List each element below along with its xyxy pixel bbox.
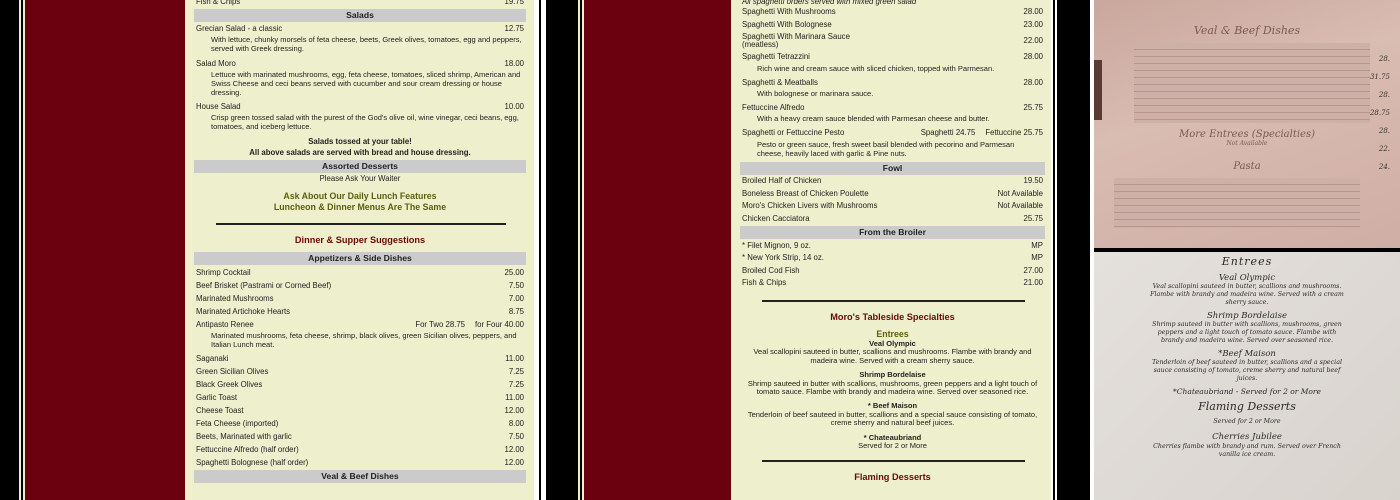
photo-item-title: *Beef Maison: [1218, 349, 1276, 359]
specialty-title: Shrimp Bordelaise: [859, 370, 926, 380]
item-name: Spaghetti Tetrazzini: [742, 52, 810, 62]
menu-item-row: [740, 213, 1045, 226]
item-price: 22.00: [1023, 35, 1043, 45]
divider: [216, 223, 506, 225]
frame-line: [19, 0, 21, 500]
item-price-option: For Two 28.75: [415, 319, 466, 329]
menu-item-row: [194, 318, 526, 331]
photo-item-title: Veal Olympic: [1218, 273, 1276, 283]
photo-item-text: Shrimp sauteed in butter with scallions, mushrooms, green peppers and a light touch of tomato sauce. Flambe with brandy and madeira wine. Served over seasoned rice.: [1152, 321, 1342, 344]
handwritten-price: 24.: [1378, 163, 1390, 171]
item-description: With bolognese or marinara sauce.: [757, 89, 874, 99]
menu-item-row: [194, 417, 526, 430]
item-description: Pesto or green sauce, fresh sweet basil blended with pecorino and Parmesan cheese, heavily laced with garlic & Pine nuts.: [757, 139, 1015, 158]
item-name: Fish & Chips: [742, 278, 787, 288]
item-name: Cheese Toast: [196, 406, 244, 416]
photo-item-title: Shrimp Bordelaise: [1206, 311, 1288, 321]
item-name: Fettuccine Alfredo (half order): [196, 445, 299, 455]
section-note: Please Ask Your Waiter: [319, 174, 401, 184]
item-price: 19.50: [1023, 176, 1043, 186]
item-name: Chicken Cacciatora: [742, 213, 810, 223]
item-name: Antipasto Renee: [196, 319, 254, 329]
item-price: 7.25: [508, 367, 524, 377]
photo-item-text: Veal scallopini sauteed in butter, scallions and mushrooms. Flambe with brandy and madeira wine. Served with a cream sherry sauce.: [1150, 283, 1344, 306]
photo-entree: [1094, 349, 1400, 383]
menu-item-row: [194, 365, 526, 378]
left-menu-page: [185, 0, 532, 500]
item-price: 27.00: [1023, 265, 1043, 275]
photo-blurred-lines: [1114, 178, 1360, 228]
item-description: Crisp green tossed salad with the purest of the God's olive oil, wine vinegar, ceci beans, egg, tomatoes, and iceberg lettuce.: [211, 113, 519, 132]
photo-chateaubriand: *Chateaubriand - Served for 2 or More: [1173, 387, 1321, 396]
frame-line: [578, 0, 580, 500]
item-name: Black Greek Olives: [196, 380, 263, 390]
menu-item-row: [740, 188, 1045, 201]
item-price: 11.00: [505, 393, 524, 403]
section-header: Appetizers & Side Dishes: [194, 252, 526, 265]
item-description: Rich wine and cream sauce with sliced chicken, topped with Parmesan.: [757, 63, 995, 73]
item-description: With a heavy cream sauce blended with Parmesan cheese and butter.: [757, 114, 990, 124]
menu-item-row: [740, 19, 1045, 32]
photo-heading: More Entrees (Specialties): [1178, 129, 1316, 140]
section-note: All above salads are served with bread and house dressing.: [249, 148, 471, 158]
menu-item-row: [194, 456, 526, 469]
specialty-title: * Chateaubriand: [863, 432, 922, 442]
section-header: Salads: [194, 9, 526, 22]
item-description: With lettuce, chunky morsels of feta cheese, beets, Greek olives, tomatoes, egg and peppers, served with Greek dressing.: [211, 35, 522, 53]
item-name-wrap: [742, 31, 850, 51]
specialty-description: Tenderloin of beef sauteed in butter, scallions and a special sauce consisting of tomato, creme sherry and natural beef juices.: [747, 409, 1038, 428]
frame-line: [1055, 0, 1057, 500]
item-name: Saganaki: [196, 354, 229, 364]
frame-line: [541, 0, 546, 500]
item-price: 28.00: [1023, 77, 1043, 87]
item-price: 12.00: [504, 406, 524, 416]
item-name: Green Sicilian Olives: [196, 367, 269, 377]
frame-line: [1051, 0, 1053, 500]
handwritten-price: 22.: [1378, 145, 1390, 153]
photo-shadow: [1094, 60, 1102, 120]
menu-item-row: [194, 100, 526, 113]
specialty-description: Shrimp sauteed in butter with scallions, mushrooms, green peppers and a light touch of tomato sauce. Flambe with brandy and madeira wine. Served over seasoned rice.: [747, 378, 1038, 396]
item-price: 10.00: [504, 102, 524, 112]
handwritten-price: 28.: [1378, 55, 1390, 63]
photo-entree: [1094, 273, 1400, 307]
item-price: 28.00: [1023, 7, 1043, 16]
item-price: Not Available: [997, 188, 1043, 198]
item-description: Marinated mushrooms, feta cheese, shrimp, black olives, green Sicilian olives, peppers, and Italian Lunch meat.: [211, 330, 517, 349]
menu-item-row: [740, 102, 1045, 115]
item-name: Marinated Mushrooms: [196, 293, 274, 303]
menu-item-row: [194, 266, 526, 279]
menu-item-row: [194, 443, 526, 456]
section-note: Salads tossed at your table!: [308, 136, 412, 146]
section-title: Dinner & Supper Suggestions: [294, 235, 426, 246]
item-price: MP: [1031, 253, 1043, 263]
specialty-item: [740, 371, 1045, 396]
section-header: From the Broiler: [740, 226, 1045, 239]
menu-item-row: [194, 0, 526, 8]
specialty-description: Served for 2 or More: [858, 440, 927, 450]
item-price: 12.75: [504, 24, 524, 33]
item-price: 7.25: [508, 380, 524, 390]
menu-item-row: [194, 352, 526, 365]
menu-item-row: [194, 57, 526, 70]
item-name: Spaghetti or Fettuccine Pesto: [742, 127, 845, 137]
item-price: for Four 40.00: [475, 319, 524, 329]
menu-item-row: [740, 127, 1045, 140]
item-name: Spaghetti With Marinara Sauce: [742, 31, 850, 41]
photo-heading: Pasta: [1233, 161, 1261, 172]
feature-note: Entrees: [876, 328, 909, 339]
menu-item-row: [740, 240, 1045, 253]
specialty-title: Veal Olympic: [869, 338, 916, 348]
item-price: 21.00: [1023, 278, 1043, 288]
item-name: Salad Moro: [196, 58, 236, 68]
item-price: 11.00: [505, 354, 524, 364]
item-name: Boneless Breast of Chicken Poulette: [742, 188, 869, 198]
item-price: Fettuccine 25.75: [985, 127, 1043, 137]
menu-photo-top[interactable]: [1094, 0, 1400, 248]
item-price: 12.00: [504, 458, 524, 468]
item-price-option: Spaghetti 24.75: [920, 127, 976, 137]
item-name: Moro's Chicken Livers with Mushrooms: [742, 201, 878, 211]
section-title: Flaming Desserts: [854, 472, 931, 483]
menu-item-row: [740, 31, 1045, 51]
menu-item-row: [740, 200, 1045, 213]
menu-item-row: [740, 6, 1045, 19]
handwritten-price: 28.: [1378, 127, 1390, 135]
photo-item-text: Cherries flambe with brandy and rum. Served over French vanilla ice cream.: [1153, 443, 1341, 458]
handwritten-price: 28.: [1378, 91, 1390, 99]
item-name: Shrimp Cocktail: [196, 267, 251, 277]
item-price: 7.50: [508, 432, 524, 442]
section-note: All spaghetti orders served with mixed green salad: [742, 0, 917, 6]
handwritten-prices: [1370, 50, 1390, 176]
feature-note: Luncheon & Dinner Menus Are The Same: [273, 202, 447, 213]
item-price: 12.00: [504, 445, 524, 455]
divider: [762, 300, 1025, 302]
menu-item-row: [194, 305, 526, 318]
menu-item-row: [194, 391, 526, 404]
item-price: 8.00: [508, 419, 524, 429]
middle-sidebar: [584, 0, 731, 500]
photo-heading: Entrees: [1221, 255, 1273, 268]
menu-item-row: [740, 51, 1045, 64]
section-header: Veal & Beef Dishes: [194, 470, 526, 483]
menu-item-row: [740, 77, 1045, 90]
section-header: Assorted Desserts: [194, 160, 526, 173]
item-name: Feta Cheese (imported): [196, 419, 279, 429]
item-price: 7.00: [508, 293, 524, 303]
item-name: House Salad: [196, 102, 241, 112]
menu-item-row: [194, 279, 526, 292]
item-name: Spaghetti Bolognese (half order): [196, 458, 309, 468]
item-name: Fettuccine Alfredo: [742, 102, 805, 112]
item-price: 23.00: [1023, 19, 1043, 29]
item-price: 19.75: [504, 0, 524, 6]
item-price: 7.50: [508, 280, 524, 290]
item-price: 18.00: [504, 58, 524, 68]
photo-note: Not Available: [1226, 140, 1268, 147]
photo-heading: Veal & Beef Dishes: [1193, 24, 1301, 37]
item-price: 28.00: [1023, 52, 1043, 62]
item-name: Grecian Salad - a classic: [196, 24, 283, 33]
menu-item-row: [194, 378, 526, 391]
specialty-item: [740, 402, 1045, 427]
menu-photo-bottom[interactable]: [1094, 252, 1400, 500]
section-header: Fowl: [740, 162, 1045, 175]
feature-note: Ask About Our Daily Lunch Features: [283, 191, 437, 202]
left-sidebar: [25, 0, 185, 500]
menu-item-row: [740, 175, 1045, 188]
photo-blurred-lines: [1134, 43, 1370, 123]
item-name: Garlic Toast: [196, 393, 238, 403]
section-title: Moro's Tableside Specialties: [830, 311, 955, 322]
item-name: * Filet Mignon, 9 oz.: [742, 240, 811, 250]
left-menu-content: [194, 0, 526, 483]
specialty-item: [740, 340, 1045, 365]
photo-item-text: Tenderloin of beef sauteed in butter, scallions and a special sauce consisting of tomato, creme sherry and natural beef juices.: [1152, 359, 1342, 382]
item-price: 25.00: [504, 267, 524, 277]
photo-entrees: [1094, 273, 1400, 383]
handwritten-price: 28.75: [1369, 109, 1390, 117]
menu-item-row: [194, 292, 526, 305]
item-name: Spaghetti With Mushrooms: [742, 7, 836, 16]
menu-item-row: [740, 277, 1045, 290]
item-name: Fish & Chips: [196, 0, 241, 6]
menu-item-row: [740, 265, 1045, 278]
menu-item-row: [740, 252, 1045, 265]
item-name: Beets, Marinated with garlic: [196, 432, 292, 442]
item-name: Beef Brisket (Pastrami or Corned Beef): [196, 280, 332, 290]
middle-menu-content: [740, 0, 1045, 489]
photo-note: Served for 2 or More: [1213, 418, 1281, 425]
item-name: Spaghetti & Meatballs: [742, 77, 818, 87]
menu-item-row: [194, 22, 526, 35]
item-name: * New York Strip, 14 oz.: [742, 253, 824, 263]
item-name: Marinated Artichoke Hearts: [196, 306, 291, 316]
item-name: Broiled Half of Chicken: [742, 176, 822, 186]
menu-item-row: [194, 404, 526, 417]
menu-item-row: [194, 430, 526, 443]
item-name-note: (meatless): [742, 40, 779, 50]
frame-line: [534, 0, 539, 500]
item-name: Broiled Cod Fish: [742, 265, 800, 275]
specialty-title: * Beef Maison: [867, 401, 918, 411]
item-price: 25.75: [1023, 102, 1043, 112]
item-price: MP: [1031, 240, 1043, 250]
item-price: 8.75: [508, 306, 524, 316]
photo-heading: Flaming Desserts: [1198, 400, 1296, 413]
item-name: Spaghetti With Bolognese: [742, 19, 832, 29]
item-price: 25.75: [1023, 213, 1043, 223]
divider: [762, 460, 1025, 462]
item-description: Lettuce with marinated mushrooms, egg, feta cheese, tomatoes, sliced shrimp, American and Swiss Cheese and ceci beans served with cucumber and sour cream dressing or house dressing.: [211, 69, 521, 97]
photo-entree: [1094, 311, 1400, 345]
photo-item-title: Cherries Jubilee: [1212, 432, 1282, 442]
item-price: Not Available: [997, 201, 1043, 211]
handwritten-price: 31.75: [1369, 73, 1390, 81]
specialty-item: [740, 434, 1045, 451]
middle-menu-page: [731, 0, 1051, 500]
specialty-description: Veal scallopini sauteed in butter, scallions and mushrooms. Flambe with brandy and madeira wine. Served with a cream sherry sauce.: [753, 347, 1032, 365]
